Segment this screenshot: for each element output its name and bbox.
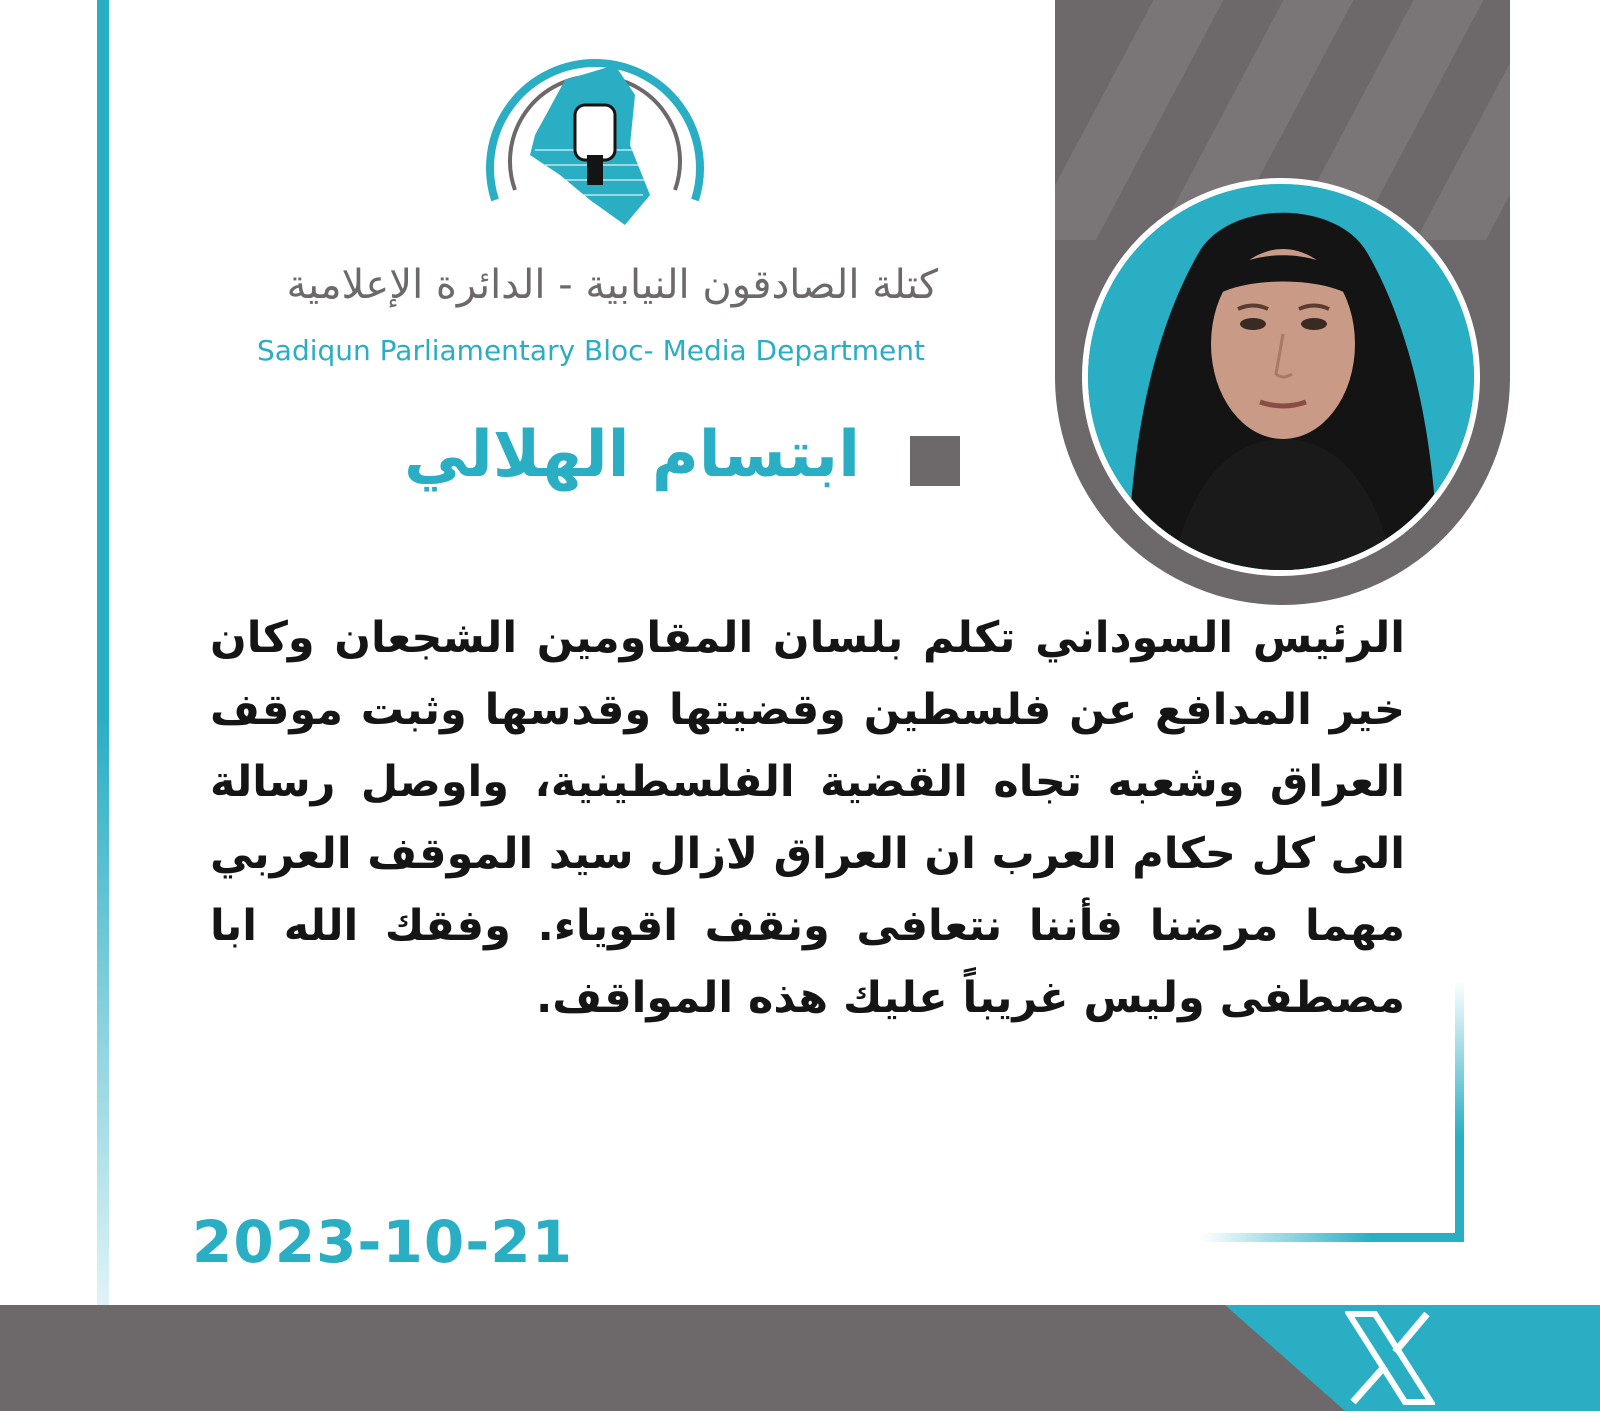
statement-text: الرئيس السوداني تكلم بلسان المقاومين الشجعان وكان خير المدافع عن فلسطين وقضيتها وقدسها وثبت موقف العراق وشعبه تجاه القضية الفلسطينية، واوصل رسالة الى كل حكام العرب ان العراق لازال سيد الموقف العربي مهما مرضنا فأننا نتعافى ونقف اقوياء. وفقك الله ابا مصطفى وليس غريباً عليك هذه المواقف. [210,613,1405,1023]
frame-accent-right [1455,980,1464,1242]
x-logo-icon[interactable] [1345,1310,1435,1406]
speaker-name: ابتسام الهلالي [403,418,860,492]
left-accent-bar [97,0,109,1305]
statement-date: 2023-10-21 [192,1208,573,1276]
speaker-portrait [1082,178,1480,576]
bloc-name-arabic: كتلة الصادقون النيابية - الدائرة الإعلامية [286,262,938,308]
speaker-portrait-image [1088,184,1474,570]
frame-accent-bottom [1200,1233,1464,1242]
organization-logo [475,25,715,235]
bloc-name-english: Sadiqun Parliamentary Bloc- Media Department [257,334,925,367]
name-marker-square [910,436,960,486]
